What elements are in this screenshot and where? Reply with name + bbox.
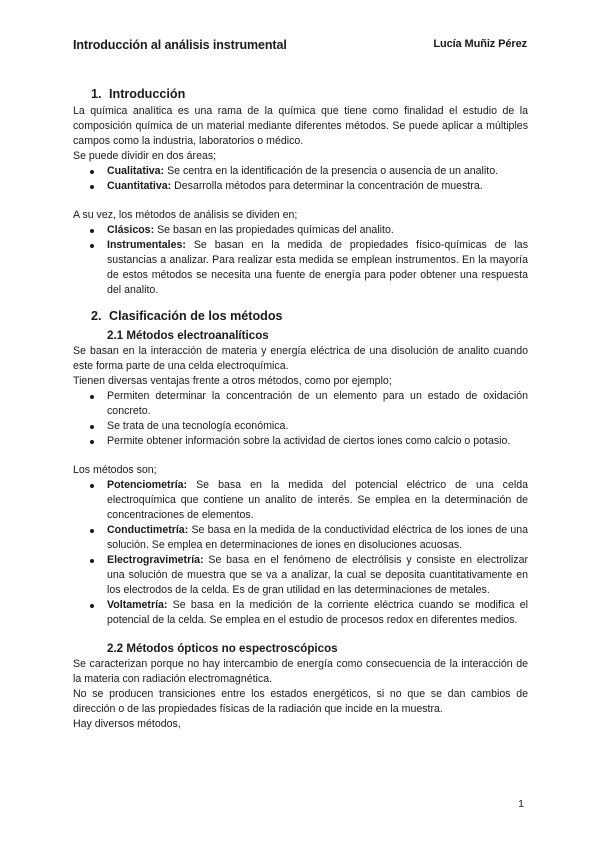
header-author: Lucía Muñiz Pérez [433,38,527,50]
page-number: 1 [518,798,524,810]
section-2-heading: 2. Clasificación de los métodos [91,309,283,323]
areas-list [73,164,528,194]
subsection-2-1-heading: 2.1 Métodos electroanalíticos [107,329,269,342]
list-item: Permiten determinar la concentración de un elemento para un estado de oxidación concreto. [107,390,528,417]
advantages-list [73,389,528,449]
section-1-paragraph: Se puede dividir en dos áreas; [73,150,217,162]
list-item: Electrogravimetría: Se basa en el fenómeno de electrólisis y consiste en electrolizar una solución de muestra que se va a analizar, la cual se deposita cuantitativamente en los electrodos de la celda. Es de gran utilidad en las determinaciones de metales. [107,554,528,596]
subsection-paragraph: No se producen transiciones entre los estados energéticos, si no que se dan cambios de dirección o de las propiedades físicas de la radiación que incide en la muestra. [73,688,528,715]
list-item: Instrumentales: Se basan en la medida de propiedades físico-químicas de las sustancias a analizar. Para realizar esta medida se emplean instrumentos. En la mayoría de estos métodos se necesita una fuente de energía para poder obtener una respuesta del analito. [107,239,528,296]
section-1-paragraph: A su vez, los métodos de análisis se dividen en; [73,209,298,221]
section-1-paragraph: La química analítica es una rama de la química que tiene como finalidad el estudio de la composición química de un material mediante diferentes métodos. Se puede aplicar a múltiples campos como la industria, laboratorios o médico. [73,105,528,147]
list-item: Voltametría: Se basa en la medición de la corriente eléctrica cuando se modifica el potencial de la celda. Se emplea en el estudio de procesos redox en diferentes medios. [107,599,528,626]
list-item: Cuantitativa: Desarrolla métodos para determinar la concentración de muestra. [107,179,528,194]
electro-methods-list [73,478,528,628]
subsection-paragraph: Se caracterizan porque no hay intercambio de energía como consecuencia de la interacción de la materia con radiación electromagnética. [73,658,528,685]
methods-list [73,223,528,298]
subsection-2-2-heading: 2.2 Métodos ópticos no espectroscópicos [107,642,338,655]
section-1-heading: 1. Introducción [91,87,186,101]
subsection-paragraph: Se basan en la interacción de materia y energía eléctrica de una disolución de analito cuando este forma parte de una celda electroquímica. [73,345,528,372]
list-item: Conductimetría: Se basa en la medida de la conductividad eléctrica de los iones de una solución. Se emplea en determinaciones de iones en disoluciones acuosas. [107,524,528,551]
subsection-paragraph: Hay diversos métodos, [73,718,181,730]
list-item: Permite obtener información sobre la actividad de ciertos iones como calcio o potasio. [107,434,528,449]
subsection-paragraph: Tienen diversas ventajas frente a otros métodos, como por ejemplo; [73,375,392,387]
list-item: Clásicos: Se basan en las propiedades químicas del analito. [107,223,528,238]
document-body [73,86,528,732]
subsection-paragraph: Los métodos son; [73,464,157,476]
list-item: Cualitativa: Se centra en la identificación de la presencia o ausencia de un analito. [107,164,528,179]
list-item: Se trata de una tecnología económica. [107,419,528,434]
header-title: Introducción al análisis instrumental [73,38,287,52]
list-item: Potenciometría: Se basa en la medida del potencial eléctrico de una celda electroquímica que contiene un analito de interés. Se emplea en la determinación de concentraciones de elementos. [107,479,528,521]
